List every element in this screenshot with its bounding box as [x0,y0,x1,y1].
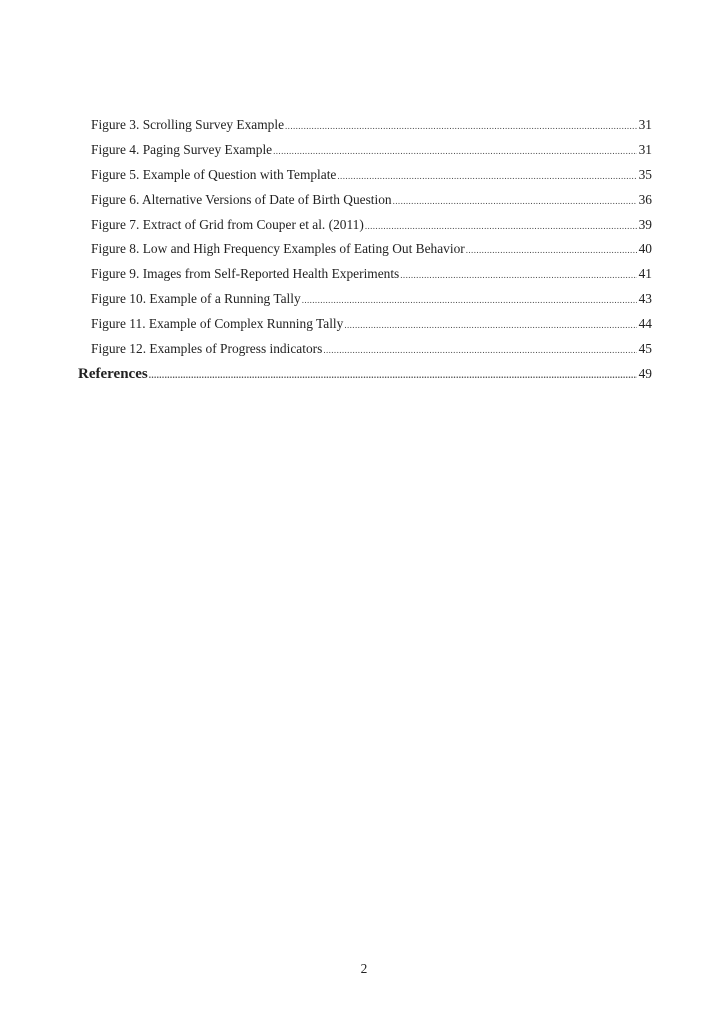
toc-entry-title: Figure 9. Images from Self-Reported Health Experiments [91,266,400,282]
toc-entry-figure-11[interactable] [78,315,652,332]
dot-leader [302,292,637,309]
toc-entry-page: 44 [638,316,652,332]
toc-entry-page: 40 [638,241,652,257]
toc-entry-figure-9[interactable] [78,265,652,282]
toc-entry-title: Figure 6. Alternative Versions of Date of Birth Question [91,191,392,207]
toc-entry-figure-10[interactable] [78,290,652,307]
toc-entry-page: 43 [638,291,652,307]
toc-entry-page: 31 [638,141,652,157]
toc-entry-page: 39 [638,216,652,232]
table-of-contents [78,116,652,390]
dot-leader [285,118,637,135]
toc-entry-title: Figure 3. Scrolling Survey Example [91,117,285,132]
toc-entry-title: Figure 8. Low and High Frequency Examples of Eating Out Behavior [91,241,465,257]
page-number: 2 [360,961,368,976]
dot-leader [149,367,637,384]
toc-entry-figure-7[interactable] [78,216,652,233]
toc-entry-title: Figure 5. Example of Question with Template [91,166,337,182]
dot-leader [400,267,636,284]
toc-entry-title: Figure 7. Extract of Grid from Couper et al. (2011) [91,216,364,232]
toc-entry-page: 35 [638,166,652,182]
toc-entry-title: References [78,365,148,382]
toc-entry-figure-4[interactable] [78,141,652,158]
dot-leader [393,193,637,210]
toc-entry-title: Figure 12. Examples of Progress indicators [91,341,323,357]
toc-entry-page: 41 [638,266,652,282]
toc-entry-figure-6[interactable] [78,191,652,208]
toc-entry-page: 45 [638,341,652,357]
toc-entry-title: Figure 10. Example of a Running Tally [91,291,301,307]
toc-entry-figure-8[interactable] [78,240,652,257]
toc-entry-page: 49 [638,365,652,381]
toc-entry-title: Figure 11. Example of Complex Running Tally [91,316,344,332]
toc-entry-references[interactable] [78,365,652,382]
toc-entry-figure-3[interactable] [78,116,652,133]
dot-leader [273,143,636,160]
dot-leader [323,342,636,359]
dot-leader [365,218,637,235]
toc-entry-figure-12[interactable] [78,340,652,357]
toc-entry-page: 31 [638,117,652,132]
dot-leader [466,242,637,259]
toc-entry-figure-5[interactable] [78,166,652,183]
dot-leader [337,168,636,185]
toc-entry-title: Figure 4. Paging Survey Example [91,141,273,157]
dot-leader [344,317,636,334]
toc-entry-page: 36 [638,191,652,207]
